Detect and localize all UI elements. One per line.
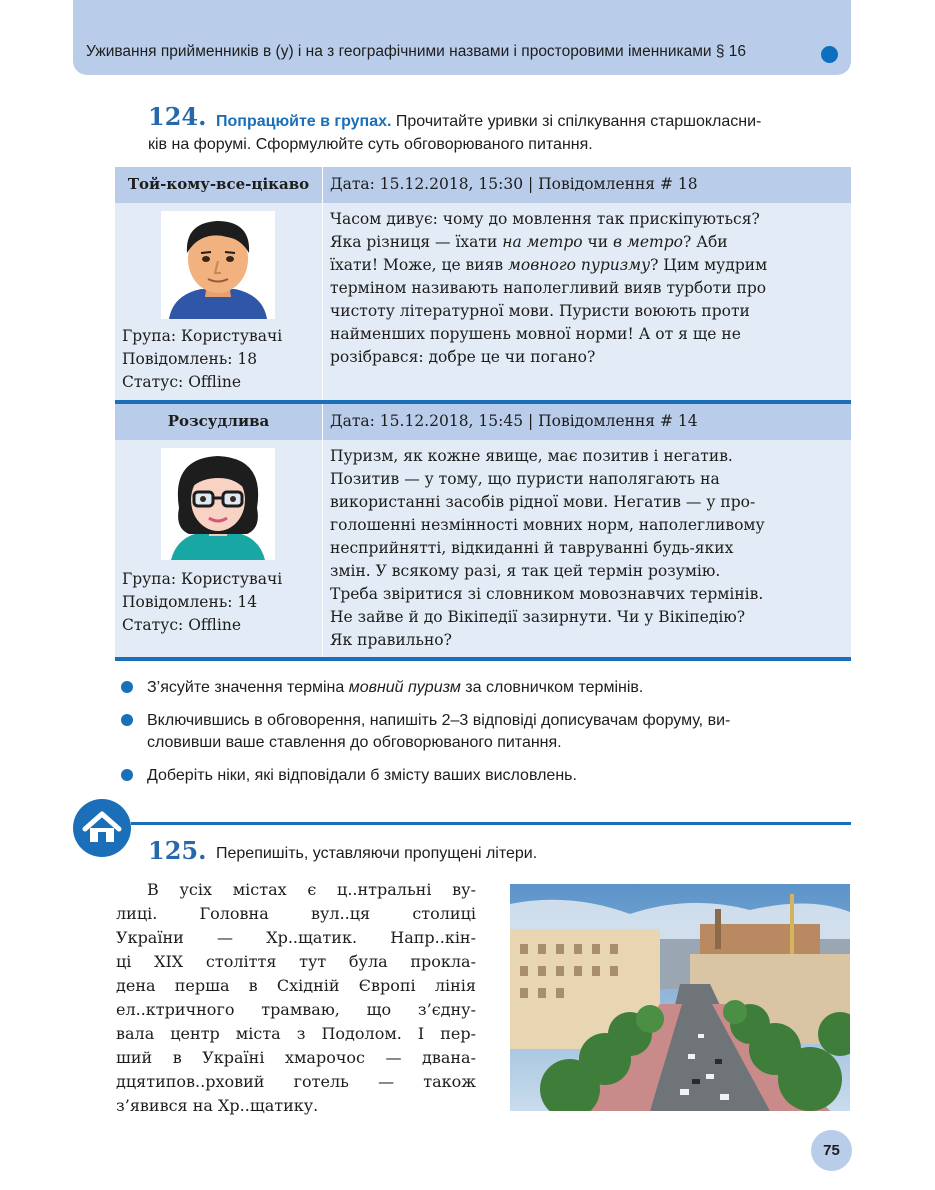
message-line: їхати! Може, це вияв мовного пуризму? Цим мудрим	[330, 256, 768, 274]
text-line: України — Хр..щатик. Напр..кін-	[116, 928, 476, 947]
text-line: з’явився на Хр..щатику.	[116, 1096, 319, 1115]
message-line: Пуризм, як кожне явище, має позитив і негатив.	[330, 447, 733, 465]
city-street-illustration	[510, 884, 850, 1111]
avatar-girl-icon	[161, 448, 275, 560]
message-line: використанні засобів рідної мови. Негатив — у про-	[330, 493, 756, 511]
exercise-number-124: 124.	[148, 102, 207, 131]
text-line: дцятипов..рховий готель — також	[116, 1072, 476, 1091]
header-band	[73, 0, 851, 75]
forum-user-group: Група: Користувачі	[122, 327, 283, 345]
text-line: лиці. Головна вул..ця столиці	[116, 904, 476, 923]
task-list	[118, 677, 851, 795]
message-line: розібрався: добре це чи погано?	[330, 348, 596, 366]
task-item: Доберіть ніки, які відповідали б змісту ваших висловлень.	[118, 765, 851, 787]
bullet-dot-icon	[121, 769, 133, 781]
forum-post-header	[115, 167, 851, 203]
forum-message	[323, 440, 851, 657]
forum-user-count: Повідомлень: 18	[122, 350, 258, 368]
forum-message	[323, 203, 851, 400]
text-line: ці XIX століття тут була прокла-	[116, 952, 476, 971]
bullet-dot-icon	[121, 681, 133, 693]
text-line: вала центр міста з Подолом. І пер-	[116, 1024, 476, 1043]
exercise-124-line1: Прочитайте уривки зі спілкування старшокласни-	[391, 113, 762, 130]
exercise-124-text	[216, 110, 851, 133]
task-item: Включившись в обговорення, напишіть 2–3 відповіді дописувачам форуму, ви- словивши ваше ставлення до обговорюваного питання.	[118, 710, 851, 754]
exercise-125-text	[116, 878, 476, 1118]
message-line: Не зайве й до Вікіпедії зазирнути. Чи у Вікіпедію?	[330, 608, 746, 626]
forum-table	[115, 167, 851, 661]
exercise-number-125: 125.	[148, 836, 207, 865]
message-line: Яка різниця — їхати на метро чи в метро? Аби	[330, 233, 728, 251]
khreshchatyk-photo	[510, 884, 850, 1111]
text-line: ел..ктричного трамваю, що з’єдну-	[116, 1000, 476, 1019]
text-line: ший в Україні хмарочос — дванa-	[116, 1048, 476, 1067]
text-line: дена перша в Східній Європі лінія	[116, 976, 476, 995]
exercise-124-line2: ків на форумі. Сформулюйте суть обговорюваного питання.	[148, 136, 593, 153]
exercise-125-instruction: Перепишіть, уставляючи пропущені літери.	[216, 845, 538, 862]
forum-user-info	[115, 203, 323, 400]
message-line: несприйнятті, відкиданні й тавруванні будь-яких	[330, 539, 734, 557]
section-divider	[131, 822, 851, 825]
message-line: Як правильно?	[330, 631, 452, 649]
forum-post-meta: Дата: 15.12.2018, 15:45 | Повідомлення # 14	[330, 412, 698, 430]
homework-badge	[73, 799, 131, 857]
message-line: Треба звіритися зі словником мовознавчих термінів.	[330, 585, 764, 603]
text-line: В усіх містах є ц..нтральні ву-	[147, 880, 476, 899]
message-line: Часом дивує: чому до мовлення так прискіпуються?	[330, 210, 760, 228]
page-number: 75	[811, 1130, 852, 1171]
exercise-124-lead: Попрацюйте в групах.	[216, 113, 392, 130]
page-header-title: Уживання прийменників в (у) і на з географічними назвами і просторовими іменниками § 16	[86, 43, 747, 60]
task-item: З’ясуйте значення терміна мовний пуризм за словничком термінів.	[118, 677, 851, 699]
forum-post-body	[115, 440, 851, 657]
header-dot	[821, 46, 838, 63]
message-line: найменших порушень мовної норми! А от я ще не	[330, 325, 741, 343]
forum-post-body	[115, 203, 851, 400]
forum-post-header	[115, 404, 851, 440]
forum-separator	[115, 657, 851, 661]
forum-user-count: Повідомлень: 14	[122, 593, 258, 611]
forum-user-group: Група: Користувачі	[122, 570, 283, 588]
forum-user-status: Статус: Offline	[122, 616, 241, 634]
forum-user-status: Статус: Offline	[122, 373, 241, 391]
avatar-boy-icon	[161, 211, 275, 319]
forum-nick: Той-кому-все-цікаво	[115, 167, 323, 203]
forum-user-info	[115, 440, 323, 657]
bullet-dot-icon	[121, 714, 133, 726]
message-line: змін. У всякому разі, я так цей термін розумію.	[330, 562, 721, 580]
forum-post-meta: Дата: 15.12.2018, 15:30 | Повідомлення # 18	[330, 175, 698, 193]
message-line: голошенні незмінності мовних норм, наполегливому	[330, 516, 765, 534]
message-line: терміном називають наполегливий вияв турботи про	[330, 279, 767, 297]
message-line: чистоту літературної мови. Пуристи воюють проти	[330, 302, 750, 320]
forum-nick: Розсудлива	[115, 404, 323, 440]
home-icon	[73, 799, 131, 857]
message-line: Позитив — у тому, що пуристи наполягають на	[330, 470, 720, 488]
